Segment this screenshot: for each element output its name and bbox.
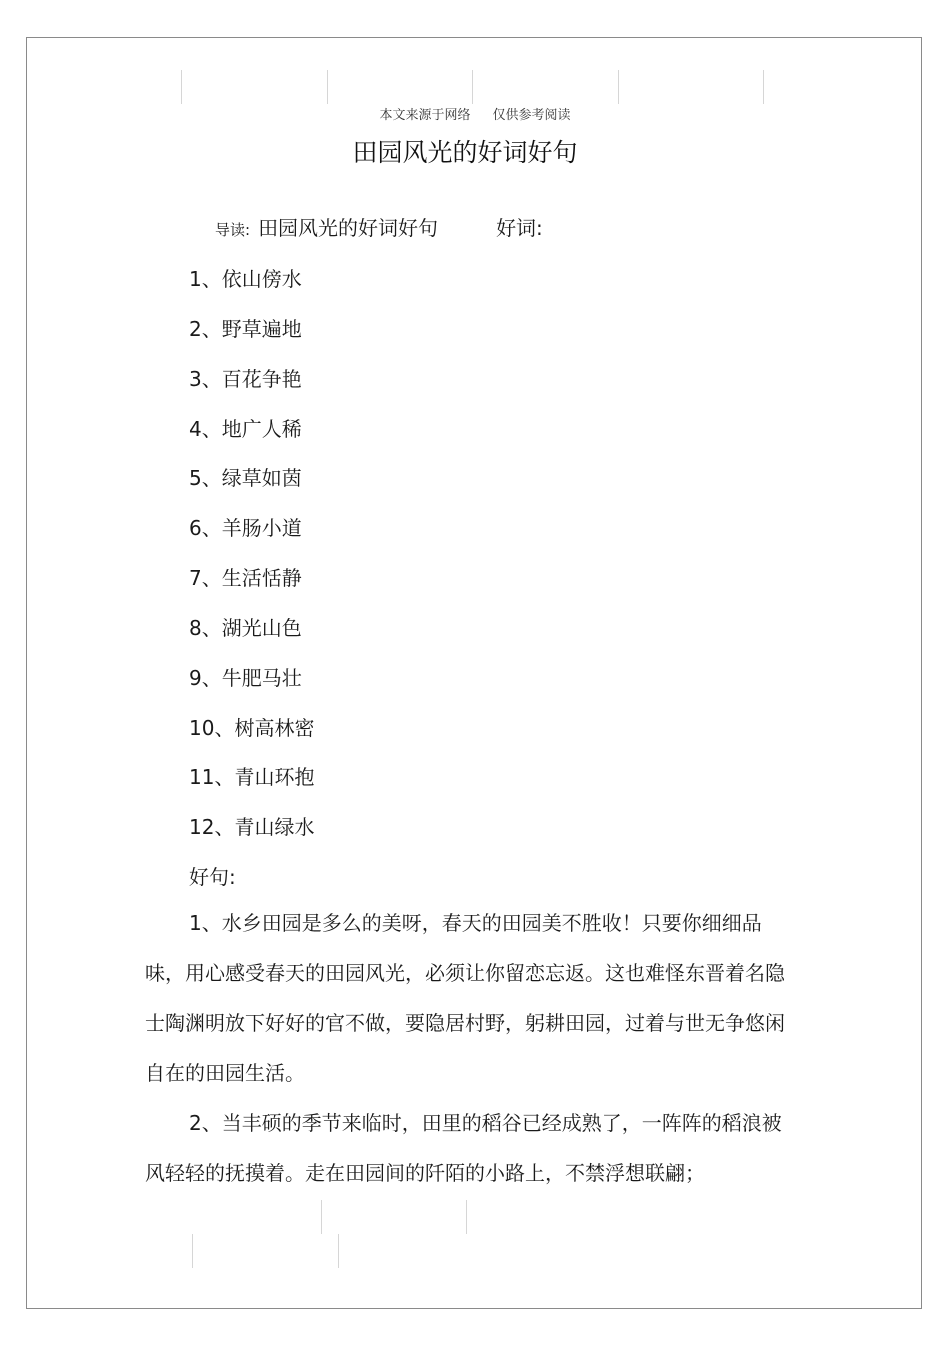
divider-line	[181, 70, 182, 104]
divider-line	[192, 1234, 193, 1268]
divider-line	[472, 70, 473, 104]
word-item: 8、湖光山色	[189, 616, 302, 640]
word-item: 4、地广人稀	[189, 417, 302, 441]
good-sentences-label: 好句:	[189, 865, 236, 889]
word-item: 1、依山傍水	[189, 267, 302, 291]
page-title: 田园风光的好词好句	[352, 138, 578, 167]
divider-line	[763, 70, 764, 104]
divider-line	[618, 70, 619, 104]
source-note-text: 本文来源于网络	[379, 108, 471, 123]
word-item: 2、野草遍地	[189, 317, 302, 341]
word-item: 7、生活恬静	[189, 566, 302, 590]
divider-line	[327, 70, 328, 104]
sentence-paragraph: 2、当丰硕的季节来临时，田里的稻谷已经成熟了，一阵阵的稻浪被风轻轻的抚摸着。走在田园间的阡陌的小路上，不禁浮想联翩；	[145, 1111, 782, 1185]
intro-label: 导读:	[215, 221, 251, 239]
intro-line	[215, 212, 543, 241]
good-words-label: 好词:	[496, 216, 543, 240]
word-item: 3、百花争艳	[189, 367, 302, 391]
word-item: 12、青山绿水	[189, 815, 315, 839]
source-note-text: 仅供参考阅读	[492, 108, 571, 123]
divider-line	[321, 1200, 322, 1234]
word-item: 10、树高林密	[189, 716, 315, 740]
sentence-paragraph: 1、水乡田园是多么的美呀，春天的田园美不胜收！只要你细细品味，用心感受春天的田园风光，必须让你留恋忘返。这也难怪东晋着名隐士陶渊明放下好好的官不做，要隐居村野，躬耕田园，过着与世无争悠闲自在的田园生活。	[145, 911, 785, 1085]
word-item: 6、羊肠小道	[189, 516, 302, 540]
divider-line	[338, 1234, 339, 1268]
word-item: 11、青山环抱	[189, 765, 315, 789]
intro-text: 田园风光的好词好句	[258, 216, 439, 240]
word-item: 5、绿草如茵	[189, 466, 302, 490]
source-note	[0, 104, 950, 123]
word-item: 9、牛肥马壮	[189, 666, 302, 690]
divider-line	[466, 1200, 467, 1234]
